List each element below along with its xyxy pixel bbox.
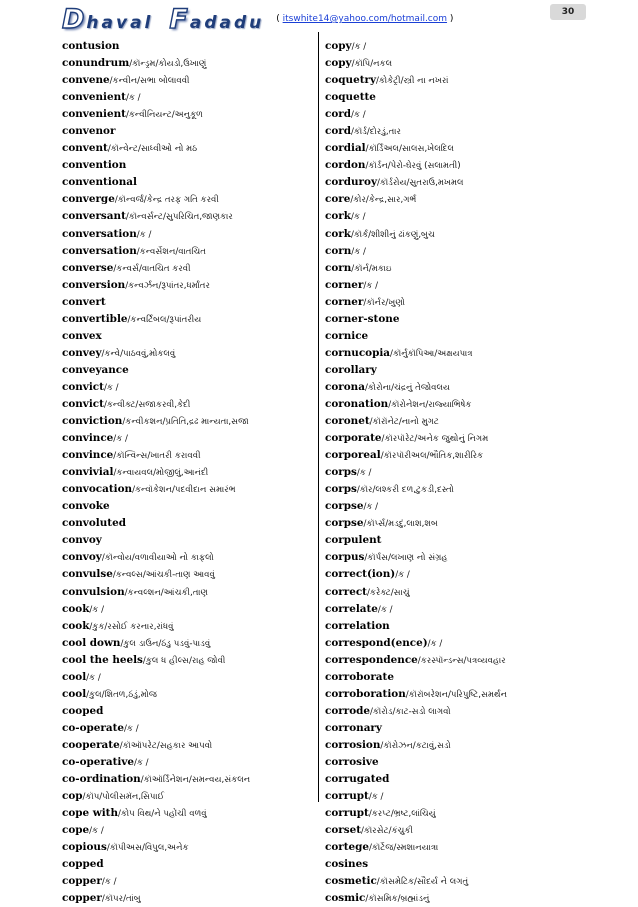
dictionary-entry <box>325 618 575 635</box>
dictionary-entry <box>325 260 575 277</box>
dictionary-entry <box>325 157 575 174</box>
entry-definition: /કૉરોડ/કાટ-સડો લાગવો <box>370 706 451 717</box>
entry-definition: /કૉરપૉરેટ/અનેક જુથોનું નિગમ <box>381 434 489 445</box>
entry-definition: /કૉર્ડિઅલ/સાલસ,ખેલદિલ <box>365 144 454 155</box>
dictionary-entry <box>325 208 575 225</box>
left-word-column <box>62 38 312 907</box>
entry-word: cop <box>62 790 83 803</box>
entry-word: cool <box>62 687 87 700</box>
entry-word: corduroy <box>325 176 377 189</box>
entry-word: cosmic <box>325 892 366 905</box>
entry-word: coronation <box>325 397 389 410</box>
dictionary-entry <box>62 771 312 788</box>
entry-word: corronary <box>325 721 382 734</box>
dictionary-entry <box>62 839 312 856</box>
entry-word: corner-stone <box>325 312 400 325</box>
entry-word: convict <box>62 380 104 393</box>
entry-definition: /ક / <box>377 604 393 615</box>
entry-definition: /કૉર્ક/શીશીનું ઢાંકણું,બુચ <box>350 229 435 240</box>
dictionary-entry <box>62 703 312 720</box>
entry-definition: /ક / <box>133 757 149 768</box>
dictionary-entry <box>62 362 312 379</box>
entry-word: conversation <box>62 244 137 257</box>
entry-definition: /કૉપર/તાંબુ <box>101 894 141 905</box>
entry-word: convict <box>62 397 104 410</box>
entry-word: cork <box>325 227 351 240</box>
entry-word: corporate <box>325 432 382 445</box>
dictionary-entry <box>62 106 312 123</box>
entry-definition: /ક / <box>395 570 410 581</box>
entry-definition: /કૉસમિક/બ્રહ્માંડનું <box>365 894 430 905</box>
dictionary-entry <box>325 549 575 566</box>
entry-definition: /કન્વલ્શન/આંચકી,તાણ <box>124 587 209 598</box>
entry-word: correct <box>325 585 367 598</box>
entry-word: copy <box>325 57 352 70</box>
entry-word: co-operative <box>62 755 134 768</box>
dictionary-entry <box>325 174 575 191</box>
entry-word: conversion <box>62 278 126 291</box>
entry-definition: /કન્વીકશન/પ્રતિતિ,દ્રઢ માન્યતા,સજા <box>122 417 249 428</box>
entry-definition: /ક / <box>86 672 101 683</box>
entry-word: corpse <box>325 500 364 513</box>
dictionary-entry <box>325 430 575 447</box>
entry-definition: /કૉન્વેન્ટ/સાધ્વીઓ નો મઠ <box>107 144 198 155</box>
dictionary-entry <box>325 106 575 123</box>
entry-definition: /કોકેટ્રી/સ્ત્રી ના નખરાં <box>376 76 449 87</box>
entry-word: corrosive <box>325 755 379 768</box>
dictionary-entry <box>62 226 312 243</box>
dictionary-entry <box>325 464 575 481</box>
entry-word: coquetry <box>325 74 376 87</box>
dictionary-entry <box>62 345 312 362</box>
entry-word: co-operate <box>62 721 124 734</box>
dictionary-entry <box>325 788 575 805</box>
entry-word: convey <box>62 346 102 359</box>
dictionary-entry <box>62 856 312 873</box>
entry-definition: /ક / <box>125 93 141 104</box>
entry-word: correspondence <box>325 653 418 666</box>
entry-word: cosmetic <box>325 875 377 888</box>
entry-definition: /કુલ ડાઉન/ઠંડુ પડવું-પાડવું <box>120 638 211 649</box>
dictionary-entry <box>62 89 312 106</box>
entry-word: copped <box>62 858 104 871</box>
contact-close-paren: ) <box>447 14 454 24</box>
entry-word: correspond(ence) <box>325 636 428 649</box>
entry-definition: /કરસ્પૉન્ડન્સ/પત્રવ્યવહાર <box>417 655 506 666</box>
entry-word: corner <box>325 295 364 308</box>
entry-word: corporeal <box>325 449 381 462</box>
entry-definition: /ક / <box>351 42 367 52</box>
entry-definition: /કૉર્ટેજ/સ્મશાનયાત્રા <box>369 843 439 854</box>
entry-word: cool down <box>62 636 121 649</box>
author-brand <box>62 4 264 35</box>
dictionary-entry <box>62 311 312 328</box>
entry-word: copper <box>62 875 102 888</box>
entry-word: conundrum <box>62 57 130 70</box>
entry-word: converge <box>62 193 115 206</box>
dictionary-entry <box>62 754 312 771</box>
entry-word: convulse <box>62 568 113 581</box>
entry-definition: /કૉરૉનેટ/નાનો મુગટ <box>369 417 439 428</box>
entry-word: convulsion <box>62 585 125 598</box>
entry-word: convince <box>62 432 114 445</box>
dictionary-entry <box>325 635 575 652</box>
entry-word: cook <box>62 619 90 632</box>
dictionary-entry <box>325 771 575 788</box>
dictionary-entry <box>62 481 312 498</box>
dictionary-entry <box>62 873 312 890</box>
dictionary-entry <box>325 481 575 498</box>
dictionary-entry <box>62 413 312 430</box>
entry-definition: /કૉન્વિન્સ/ખાતરી કરાવવી <box>113 451 201 462</box>
dictionary-entry <box>325 379 575 396</box>
entry-word: corps <box>325 483 357 496</box>
dictionary-entry <box>62 328 312 345</box>
entry-word: cool the heels <box>62 653 143 666</box>
entry-definition: /ક / <box>427 638 443 649</box>
dictionary-entry <box>62 447 312 464</box>
entry-word: copy <box>325 40 352 52</box>
dictionary-entry <box>62 260 312 277</box>
entry-word: cooperate <box>62 738 120 751</box>
dictionary-entry <box>325 226 575 243</box>
entry-definition: /કૉરપૉરીઅલ/ભૌતિક,શારીરિક <box>380 451 484 462</box>
entry-word: convoke <box>62 500 110 513</box>
entry-word: corn <box>325 244 352 257</box>
entry-definition: /ક / <box>101 877 117 888</box>
contact-open-paren: ( <box>276 14 283 24</box>
entry-word: corroborate <box>325 670 394 683</box>
entry-definition: /કૉસમેટિક/સૌંદર્ય ને લગતું <box>376 877 469 888</box>
entry-definition: /ક / <box>89 826 104 837</box>
dictionary-entry <box>325 413 575 430</box>
entry-word: convert <box>62 295 106 308</box>
dictionary-entry <box>62 277 312 294</box>
entry-word: cortege <box>325 841 370 854</box>
entry-definition: /ક / <box>368 792 384 803</box>
entry-word: converse <box>62 261 114 274</box>
entry-definition: /કુક/રસોઈ કરનાર,રાંધવું <box>89 621 174 632</box>
dictionary-entry <box>325 686 575 703</box>
dictionary-entry <box>62 584 312 601</box>
dictionary-entry <box>62 379 312 396</box>
entry-definition: /કૉરોઝન/કટાવું,સડો <box>380 740 451 751</box>
entry-word: copper <box>62 892 102 905</box>
dictionary-entry <box>325 362 575 379</box>
entry-definition: /કૉઑપરેટ/સહકાર આપવો <box>119 740 213 751</box>
entry-word: corpse <box>325 517 364 530</box>
brand-last-initial: F <box>169 3 190 35</box>
brand-first-name: haval <box>86 12 154 33</box>
contact-info <box>276 14 453 24</box>
entry-word: correlation <box>325 619 390 632</box>
brand-first-initial: D <box>62 3 87 35</box>
entry-word: corner <box>325 278 364 291</box>
dictionary-entry <box>325 498 575 515</box>
right-word-column <box>325 38 575 907</box>
dictionary-entry <box>325 856 575 873</box>
dictionary-entry <box>325 703 575 720</box>
entry-definition: /ક / <box>363 280 378 291</box>
entry-definition: /કન્વર્સ/વાતચિત કરવી <box>113 263 191 274</box>
entry-definition: /કૉપ/પોલીસમૅન,સિપાઈ <box>82 792 165 803</box>
entry-word: corroboration <box>325 687 406 700</box>
entry-word: convent <box>62 142 108 155</box>
entry-word: convenor <box>62 125 116 138</box>
dictionary-entry <box>62 737 312 754</box>
entry-word: corrugated <box>325 773 390 786</box>
entry-definition: /કૉર્પ્સ/મડદું,લાશ,શબ <box>363 519 438 530</box>
entry-definition: /કન્વીક્ટ/સજાકરવી,કેદી <box>103 399 191 410</box>
entry-definition: /કૉર્નર/ખુણો <box>363 297 406 308</box>
dictionary-entry <box>325 345 575 362</box>
dictionary-entry <box>62 635 312 652</box>
dictionary-entry <box>62 174 312 191</box>
dictionary-entry <box>62 208 312 225</box>
dictionary-entry <box>325 38 575 55</box>
entry-definition: /કૉર/લશ્કરી દળ,ટુકડી,દસ્તો <box>356 485 454 496</box>
dictionary-entry <box>325 447 575 464</box>
entry-word: contusion <box>62 40 120 52</box>
entry-definition: /કૉપિ/નકલ <box>351 59 393 70</box>
dictionary-entry <box>325 839 575 856</box>
entry-word: cornice <box>325 329 369 342</box>
entry-definition: /કન્વૉકેશન/પદવીદાન સમારંભ <box>132 485 236 496</box>
dictionary-entry <box>62 294 312 311</box>
entry-definition: /કરેક્ટ/સાચું <box>366 587 410 598</box>
dictionary-entry <box>62 515 312 532</box>
entry-word: corps <box>325 466 357 479</box>
entry-word: cope <box>62 824 90 837</box>
entry-definition: /કોરોના/ચંદ્રનું તેજોવલય <box>364 382 451 393</box>
entry-definition: /કન્વીન/સભા બોલાવવી <box>109 76 190 87</box>
entry-definition: /કૉન્વોય/વળાવીયાઓ નો કાફલો <box>101 553 214 564</box>
entry-word: convenient <box>62 91 126 104</box>
entry-word: cooped <box>62 704 104 717</box>
entry-word: convoluted <box>62 517 126 530</box>
entry-word: cosines <box>325 858 369 871</box>
dictionary-entry <box>62 669 312 686</box>
entry-word: correct(ion) <box>325 568 396 581</box>
entry-word: convene <box>62 74 110 87</box>
dictionary-entry <box>325 89 575 106</box>
entry-word: conversation <box>62 227 137 240</box>
dictionary-entry <box>325 890 575 907</box>
dictionary-entry <box>62 890 312 907</box>
dictionary-entry <box>325 737 575 754</box>
column-divider <box>318 32 319 802</box>
entry-definition: /કૉર્ડન/પેરો-ઘેરવું (સલામતી) <box>365 161 461 172</box>
entry-word: convenient <box>62 108 126 121</box>
dictionary-entry <box>325 720 575 737</box>
entry-definition: /કન્વર્ઝન/રૂપાંતર,ધર્માંતર <box>125 280 210 291</box>
entry-word: coronet <box>325 415 370 428</box>
dictionary-entry <box>62 532 312 549</box>
dictionary-entry <box>62 566 312 583</box>
entry-word: cordial <box>325 142 366 155</box>
dictionary-entry <box>62 157 312 174</box>
dictionary-entry <box>325 243 575 260</box>
entry-definition: /કન્વર્સેશન/વાતચિત <box>136 246 206 257</box>
dictionary-entry <box>62 720 312 737</box>
entry-word: convex <box>62 329 102 342</box>
entry-word: copious <box>62 841 107 854</box>
dictionary-entry <box>62 549 312 566</box>
entry-definition: /કૉર્નુકૉપિઆ/અક્ષયપાત્ર <box>390 348 473 359</box>
entry-word: convertible <box>62 312 128 325</box>
dictionary-entry <box>325 277 575 294</box>
entry-definition: /કૉન્ડ્રમ/કોયડો,ઉખાણું <box>129 59 207 70</box>
dictionary-entry <box>325 805 575 822</box>
entry-word: corollary <box>325 363 377 376</box>
entry-word: corn <box>325 261 352 274</box>
entry-word: cook <box>62 602 90 615</box>
dictionary-entry <box>325 754 575 771</box>
dictionary-entry <box>62 498 312 515</box>
dictionary-entry <box>325 123 575 140</box>
entry-word: corrupt <box>325 790 369 803</box>
entry-word: conviction <box>62 415 123 428</box>
entry-word: corpus <box>325 551 365 564</box>
entry-word: conversant <box>62 210 126 223</box>
entry-definition: /કૉઑર્ડિનેશન/સમન્વય,સંકલન <box>140 775 251 786</box>
entry-word: cork <box>325 210 351 223</box>
entry-word: convince <box>62 449 114 462</box>
entry-word: conventional <box>62 176 137 189</box>
entry-definition: /કન્વાયવલ/મોજીલું,આનંદી <box>113 468 209 479</box>
entry-word: conveyance <box>62 363 129 376</box>
dictionary-entry <box>325 601 575 618</box>
dictionary-entry <box>62 123 312 140</box>
dictionary-entry <box>62 38 312 55</box>
dictionary-entry <box>62 243 312 260</box>
dictionary-entry <box>325 584 575 601</box>
entry-definition: /કૉન્વર્જ/કેન્દ્ર તરફ ગતિ કરવી <box>114 195 219 206</box>
entry-word: convoy <box>62 534 102 547</box>
entry-word: corpulent <box>325 534 382 547</box>
dictionary-entry <box>62 55 312 72</box>
dictionary-entry <box>62 396 312 413</box>
entry-definition: /કરપ્ટ/ભ્રષ્ટ,લાંચિયું <box>368 809 436 820</box>
entry-word: cope with <box>62 807 118 820</box>
dictionary-entry <box>325 652 575 669</box>
entry-word: convivial <box>62 466 114 479</box>
entry-definition: /ક / <box>350 212 366 223</box>
entry-definition: /ક / <box>351 110 366 121</box>
entry-definition: /કૉર્ડ/દોરડું,તાર <box>351 127 401 138</box>
dictionary-entry <box>62 72 312 89</box>
entry-word: corrosion <box>325 738 381 751</box>
dictionary-entry <box>62 822 312 839</box>
dictionary-entry <box>325 515 575 532</box>
entry-definition: /કન્વે/પાઠવવું,મોકલવું <box>101 348 176 359</box>
entry-definition: /ક / <box>136 229 152 240</box>
entry-word: co-ordination <box>62 773 141 786</box>
dictionary-entry <box>325 532 575 549</box>
entry-definition: /કન્વર્ટિબલ/રૂપાંતરીય <box>127 314 202 325</box>
entry-definition: /ક / <box>113 434 128 445</box>
entry-word: correlate <box>325 602 378 615</box>
dictionary-entry <box>62 191 312 208</box>
dictionary-entry <box>62 686 312 703</box>
entry-definition: /ક / <box>103 382 119 393</box>
entry-definition: /ક / <box>124 723 139 734</box>
dictionary-entry <box>325 873 575 890</box>
dictionary-entry <box>62 805 312 822</box>
entry-definition: /કન્વીનિયન્ટ/અનુકૂળ <box>125 110 203 121</box>
entry-definition: /ક / <box>351 246 366 257</box>
entry-definition: /કૉરૉબરેશન/પરિપુષ્ટિ,સમર્થન <box>405 689 508 700</box>
page-header <box>62 4 582 34</box>
dictionary-entry <box>325 311 575 328</box>
entry-definition: /કૉર્ન/મકાઇ <box>351 263 392 274</box>
dictionary-entry <box>325 822 575 839</box>
entry-definition: /કૉપીઅસ/વિપુલ,અનેક <box>106 843 189 854</box>
entry-word: coquette <box>325 91 376 104</box>
entry-definition: /કૉર્પસ/લખાણ નો સંગ્રહ <box>364 553 448 564</box>
entry-word: corona <box>325 380 365 393</box>
dictionary-entry <box>62 140 312 157</box>
entry-word: corrode <box>325 704 371 717</box>
dictionary-entry <box>62 464 312 481</box>
page-number-badge: 30 <box>550 4 586 20</box>
entry-definition: /કોપ વિથ/ને પહોંચી વળવું <box>118 809 207 820</box>
dictionary-entry <box>325 669 575 686</box>
entry-definition: /ક / <box>356 468 372 479</box>
dictionary-entry <box>325 55 575 72</box>
entry-definition: /કોર/કેન્દ્ર,સાર,ગર્ભ <box>350 195 417 206</box>
dictionary-entry <box>325 294 575 311</box>
entry-definition: /ક / <box>89 604 104 615</box>
entry-word: corset <box>325 824 361 837</box>
brand-last-name: adadu <box>189 12 265 33</box>
entry-word: cool <box>62 670 87 683</box>
entry-definition: /કૉરસેટ/કંચુકી <box>361 826 413 837</box>
entry-word: corrupt <box>325 807 369 820</box>
entry-definition: /ક / <box>363 502 379 513</box>
dictionary-entry <box>62 788 312 805</box>
dictionary-entry <box>325 72 575 89</box>
entry-definition: /કુલ/શિતળ,ઠંડું,મોજ <box>86 689 157 700</box>
dictionary-entry <box>325 191 575 208</box>
entry-definition: /કૉન્વર્સન્ટ/સુપરિચિત,જાણકાર <box>125 212 233 223</box>
entry-word: cordon <box>325 159 366 172</box>
entry-word: convention <box>62 159 127 172</box>
entry-definition: /કૉરોનેશન/રાજ્યાભિષેક <box>388 399 472 410</box>
dictionary-entry <box>62 430 312 447</box>
entry-word: convocation <box>62 483 133 496</box>
dictionary-entry <box>325 566 575 583</box>
email-link[interactable]: itswhite14@yahoo.com/hotmail.com <box>282 14 448 24</box>
dictionary-entry <box>325 396 575 413</box>
entry-word: cord <box>325 108 351 121</box>
dictionary-entry <box>325 140 575 157</box>
entry-word: cornucopia <box>325 346 391 359</box>
entry-word: core <box>325 193 351 206</box>
entry-definition: /કૉર્ડરોય/સુતરાઉ,મખમલ <box>377 178 464 189</box>
entry-definition: /કન્વલ્સ/આંચકી-તાણ આવવું <box>112 570 215 581</box>
dictionary-entry <box>62 601 312 618</box>
entry-word: convoy <box>62 551 102 564</box>
dictionary-entry <box>62 618 312 635</box>
dictionary-entry <box>62 652 312 669</box>
entry-definition: /કુલ ધ હીલ્સ/રાહ જોવી <box>142 655 226 666</box>
dictionary-entry <box>325 328 575 345</box>
entry-word: cord <box>325 125 351 138</box>
